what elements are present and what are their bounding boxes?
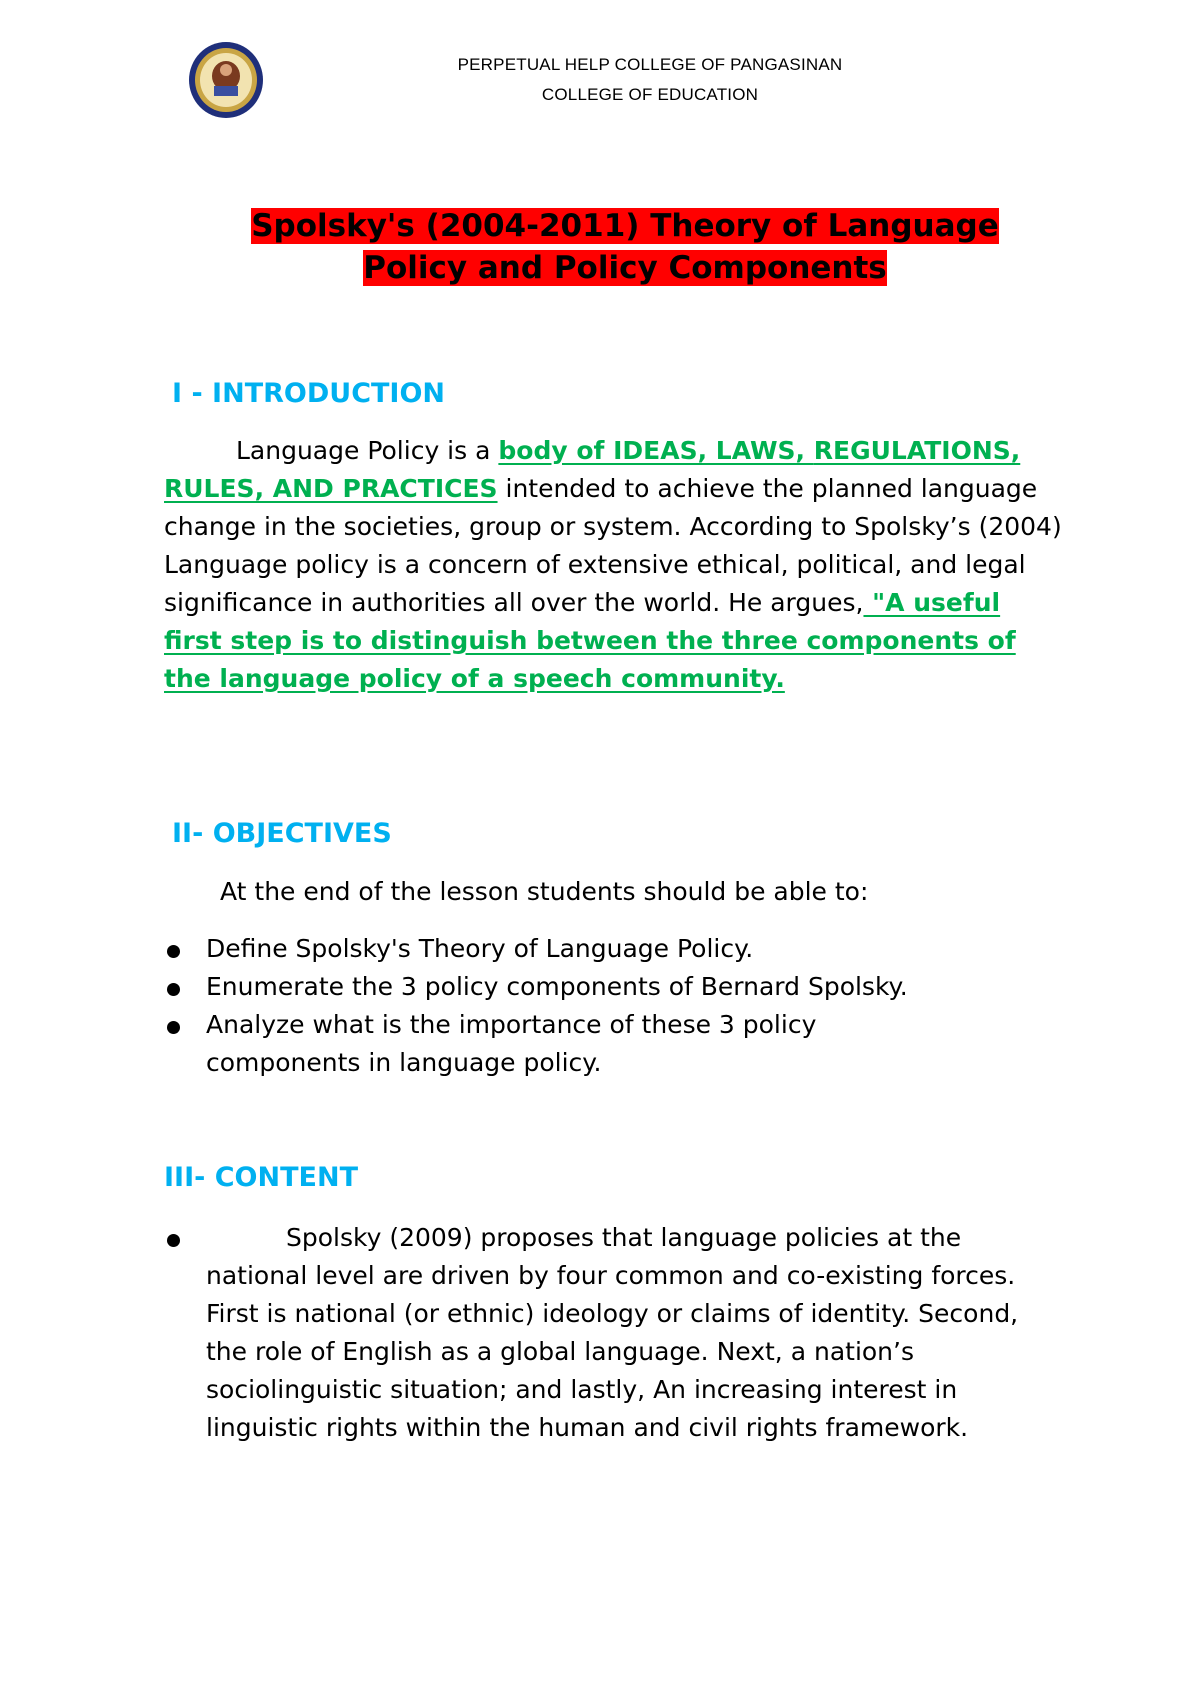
objectives-intro: At the end of the lesson students should be able to: — [220, 877, 869, 906]
title-line-1: Spolsky's (2004-2011) Theory of Language — [251, 208, 999, 244]
intro-text-start: Language Policy is a — [236, 436, 499, 465]
introduction-heading: I - INTRODUCTION — [172, 378, 446, 409]
institution-name: PERPETUAL HELP COLLEGE OF PANGASINAN — [457, 55, 843, 74]
objectives-heading: II- OBJECTIVES — [172, 818, 392, 849]
content-item: Spolsky (2009) proposes that language policies at the national level are driven by four common and co-existing forces. First is national (or ethnic) ideology or claims of identity. Second, the role of English as a global language. Next, a nation’s sociolinguistic situation; and lastly, An increasing interest in linguistic rights within the human and civil rights framework. — [206, 1223, 1019, 1442]
bullet-icon — [167, 983, 180, 996]
objective-item: Analyze what is the importance of these 3 policy components in language policy. — [206, 1010, 817, 1077]
intro-emphasis-ideas: body of IDEAS, LAWS, — [498, 436, 814, 465]
bullet-icon — [167, 945, 180, 958]
intro-emphasis-regulations: REGULATIONS, RULES, AND PRACTICES — [164, 436, 1021, 503]
bullet-icon — [167, 1234, 180, 1247]
objective-item: Enumerate the 3 policy components of Bernard Spolsky. — [206, 972, 908, 1001]
document-title — [200, 205, 1050, 289]
objective-item: Define Spolsky's Theory of Language Policy. — [206, 934, 754, 963]
bullet-icon — [167, 1021, 180, 1034]
department-name: COLLEGE OF EDUCATION — [541, 85, 759, 104]
intro-emphasis-quote: "A useful first step is to distinguish between the three components of the language policy of a speech community. — [164, 588, 1016, 693]
introduction-paragraph — [164, 432, 1064, 698]
college-seal-icon — [186, 40, 266, 120]
intro-text-middle: intended to achieve the planned language change in the societies, group or system. According to Spolsky’s (2004) Language policy is a concern of extensive ethical, political, and legal significance in authorities all over the world. He argues, — [164, 474, 1062, 617]
title-line-2: Policy and Policy Components — [363, 250, 887, 286]
content-heading: III- CONTENT — [164, 1162, 358, 1193]
